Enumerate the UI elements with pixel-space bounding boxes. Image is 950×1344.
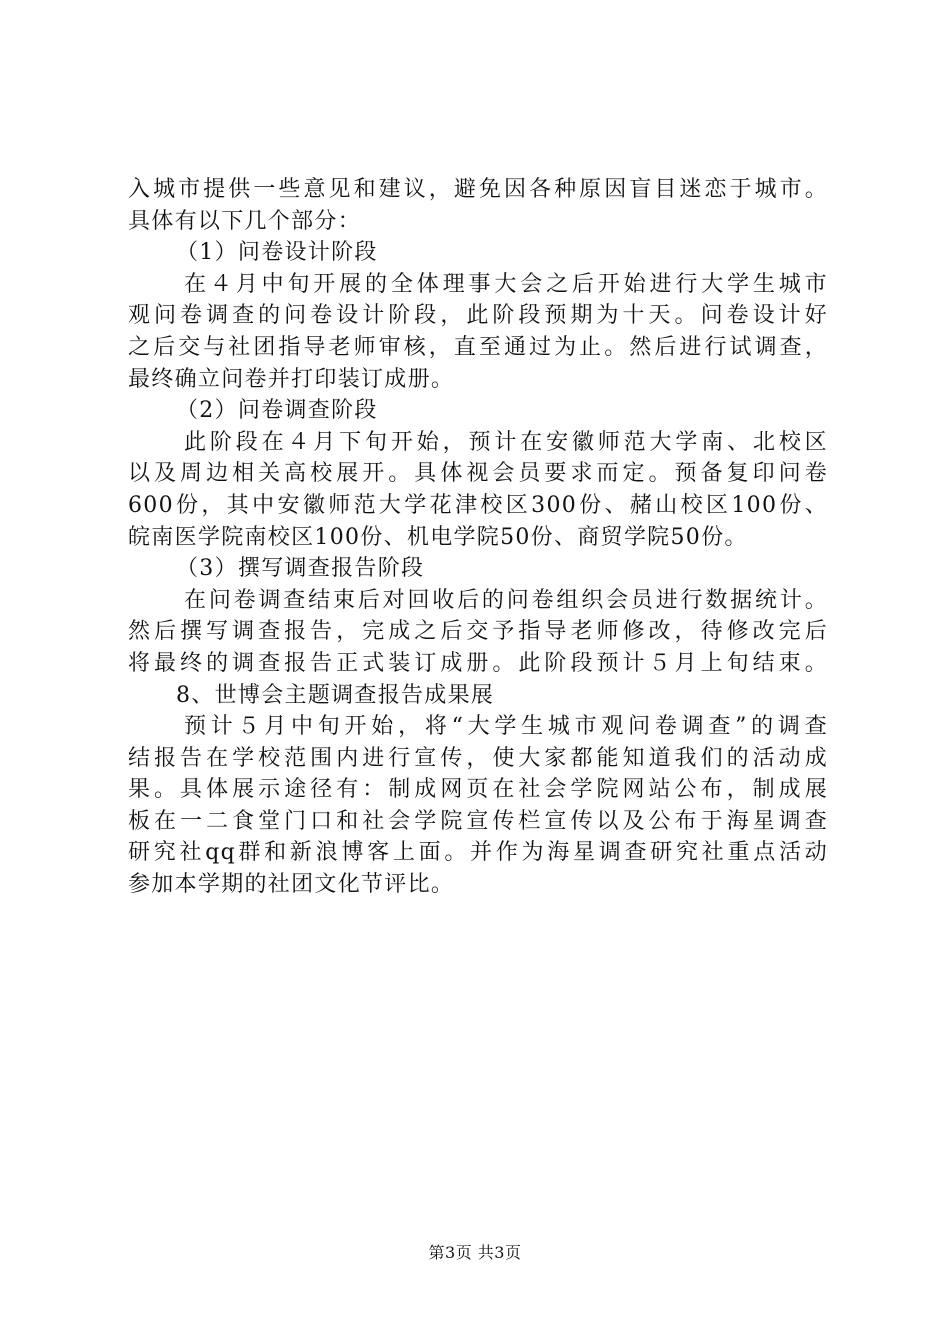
paragraph-line: 果。具体展示途径有：制成网页在社会学院网站公布，制成展: [128, 777, 828, 803]
paragraph-line: 在４月中旬开展的全体理事大会之后开始进行大学生城市: [184, 271, 828, 297]
paragraph-line: 研究社qq群和新浪博客上面。并作为海星调查研究社重点活动: [128, 840, 828, 866]
paragraph-line: 具体有以下几个部分：: [128, 208, 362, 234]
paragraph-line: 此阶段在４月下旬开始，预计在安徽师范大学南、北校区: [184, 429, 828, 455]
page-footer: 第3页 共3页: [428, 1243, 522, 1262]
paragraph-line: 然后撰写调查报告，完成之后交予指导老师修改，待修改完后: [128, 619, 828, 645]
paragraph-line: 600份，其中安徽师范大学花津校区300份、赭山校区100份、: [128, 492, 828, 518]
paragraph-line: 将最终的调查报告正式装订成册。此阶段预计５月上旬结束。: [128, 650, 828, 676]
paragraph-line: 观问卷调查的问卷设计阶段，此阶段预期为十天。问卷设计好: [128, 303, 828, 329]
paragraph-line: 在问卷调查结束后对回收后的问卷组织会员进行数据统计。: [184, 587, 828, 613]
paragraph-line: 以及周边相关高校展开。具体视会员要求而定。预备复印问卷: [128, 461, 828, 487]
section-heading: （1）问卷设计阶段: [176, 240, 378, 266]
paragraph-line: 板在一二食堂门口和社会学院宣传栏宣传以及公布于海星调查: [128, 808, 828, 834]
paragraph-line: 最终确立问卷并打印装订成册。: [128, 366, 455, 392]
paragraph-line: 入城市提供一些意见和建议，避免因各种原因盲目迷恋于城市。: [128, 177, 828, 202]
paragraph-line: 结报告在学校范围内进行宣传，使大家都能知道我们的活动成: [128, 745, 828, 771]
section-heading: （2）问卷调查阶段: [176, 398, 378, 424]
paragraph-line: 预计５月中旬开始，将“大学生城市观问卷调查”的调查: [184, 714, 828, 740]
paragraph-line: 之后交与社团指导老师审核，直至通过为止。然后进行试调查，: [128, 334, 828, 360]
body-text: [128, 174, 828, 901]
section-heading: 8、世博会主题调查报告成果展: [176, 682, 495, 708]
section-heading: （3）撰写调查报告阶段: [176, 556, 425, 582]
paragraph-line: 皖南医学院南校区100份、机电学院50份、商贸学院50份。: [128, 524, 748, 550]
paragraph-line: 参加本学期的社团文化节评比。: [128, 872, 455, 898]
